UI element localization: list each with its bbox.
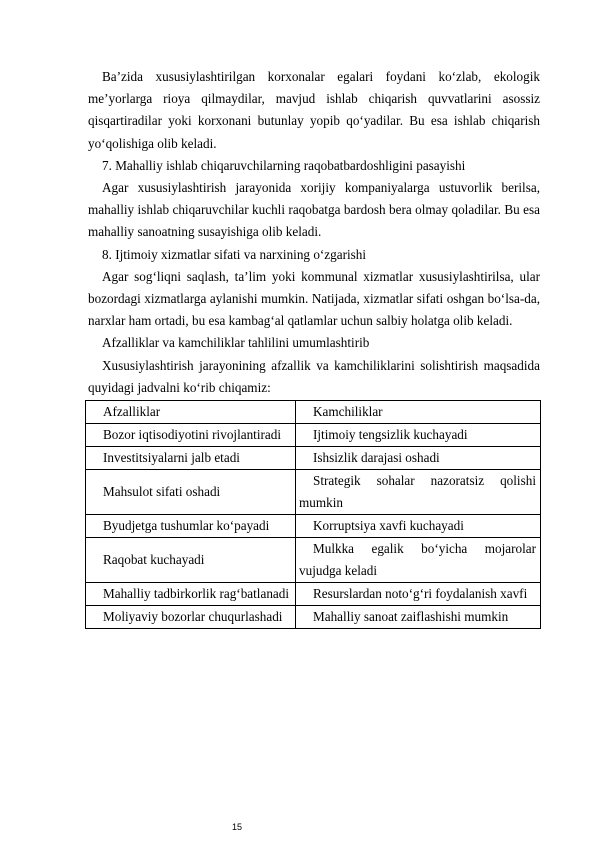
disadvantage-cell: Ijtimoiy tengsizlik kuchayadi — [296, 424, 541, 447]
table-row — [86, 470, 541, 515]
advantage-cell: Mahsulot sifati oshadi — [86, 470, 296, 515]
table-row — [86, 583, 541, 606]
disadvantage-cell: Strategik sohalar nazoratsiz qolishi mumkin — [296, 470, 541, 515]
paragraph-ecology: Ba’zida xususiylashtirilgan korxonalar egalari foydani ko‘zlab, ekologik me’yorlarga rioya qilmaydilar, mavjud ishlab chiqarish quvvatlarini asossiz qisqartiradilar yoki korxonani butunlay yopib qo‘yadilar. Bu esa ishlab chiqarish yo‘qolishiga olib keladi. — [88, 69, 540, 151]
disadvantage-cell: Resurslardan noto‘g‘ri foydalanish xavfi — [296, 583, 541, 606]
table-row — [86, 538, 541, 583]
table-row — [86, 447, 541, 470]
paragraph-local-producers: Agar xususiylashtirish jarayonida xorijiy kompaniyalarga ustuvorlik berilsa, mahalliy ishlab chiqaruvchilar kuchli raqobatga bardosh bera olmay qoladilar. Bu esa mahalliy sanoatning susayishiga olib keladi. — [88, 180, 540, 240]
advantage-cell: Bozor iqtisodiyotini rivojlantiradi — [86, 424, 296, 447]
advantage-cell: Raqobat kuchayadi — [86, 538, 296, 583]
disadvantage-cell: Mahalliy sanoat zaiflashishi mumkin — [296, 606, 541, 629]
table-row — [86, 606, 541, 629]
paragraph-social-services: Agar sog‘liqni saqlash, ta’lim yoki kommunal xizmatlar xususiylashtirilsa, ular bozordagi xizmatlarga aylanishi mumkin. Natijada, xizmatlar sifati oshgan bo‘lsa-da, narxlar ham ortadi, bu esa kambag‘al qatlamlar uchun salbiy holatga olib keladi. — [88, 268, 540, 329]
page-content — [88, 66, 540, 629]
heading-summary: Afzalliklar va kamchiliklar tahlilini umumlashtirib — [102, 335, 370, 351]
paragraph-table-intro: Xususiylashtirish jarayonining afzallik va kamchiliklarini solishtirish maqsadida quyidagi jadvalni ko‘rib chiqamiz: — [88, 357, 540, 395]
disadvantage-cell: Mulkka egalik bo‘yicha mojarolar vujudga keladi — [296, 538, 541, 583]
advantage-cell: Investitsiyalarni jalb etadi — [86, 447, 296, 470]
header-advantages: Afzalliklar — [86, 401, 296, 424]
comparison-table — [85, 400, 541, 629]
table-header-row — [86, 401, 541, 424]
header-disadvantages: Kamchiliklar — [296, 401, 541, 424]
advantage-cell: Moliyaviy bozorlar chuqurlashadi — [86, 606, 296, 629]
advantage-cell: Mahalliy tadbirkorlik rag‘batlanadi — [86, 583, 296, 606]
disadvantage-cell: Ishsizlik darajasi oshadi — [296, 447, 541, 470]
table-row — [86, 424, 541, 447]
page-number: 15 — [232, 822, 243, 832]
disadvantage-cell: Korruptsiya xavfi kuchayadi — [296, 515, 541, 538]
heading-8: 8. Ijtimoiy xizmatlar sifati va narxining o‘zgarishi — [102, 246, 367, 262]
advantage-cell: Byudjetga tushumlar ko‘payadi — [86, 515, 296, 538]
table-row — [86, 515, 541, 538]
heading-7: 7. Mahalliy ishlab chiqaruvchilarning raqobatbardoshligini pasayishi — [102, 157, 466, 173]
